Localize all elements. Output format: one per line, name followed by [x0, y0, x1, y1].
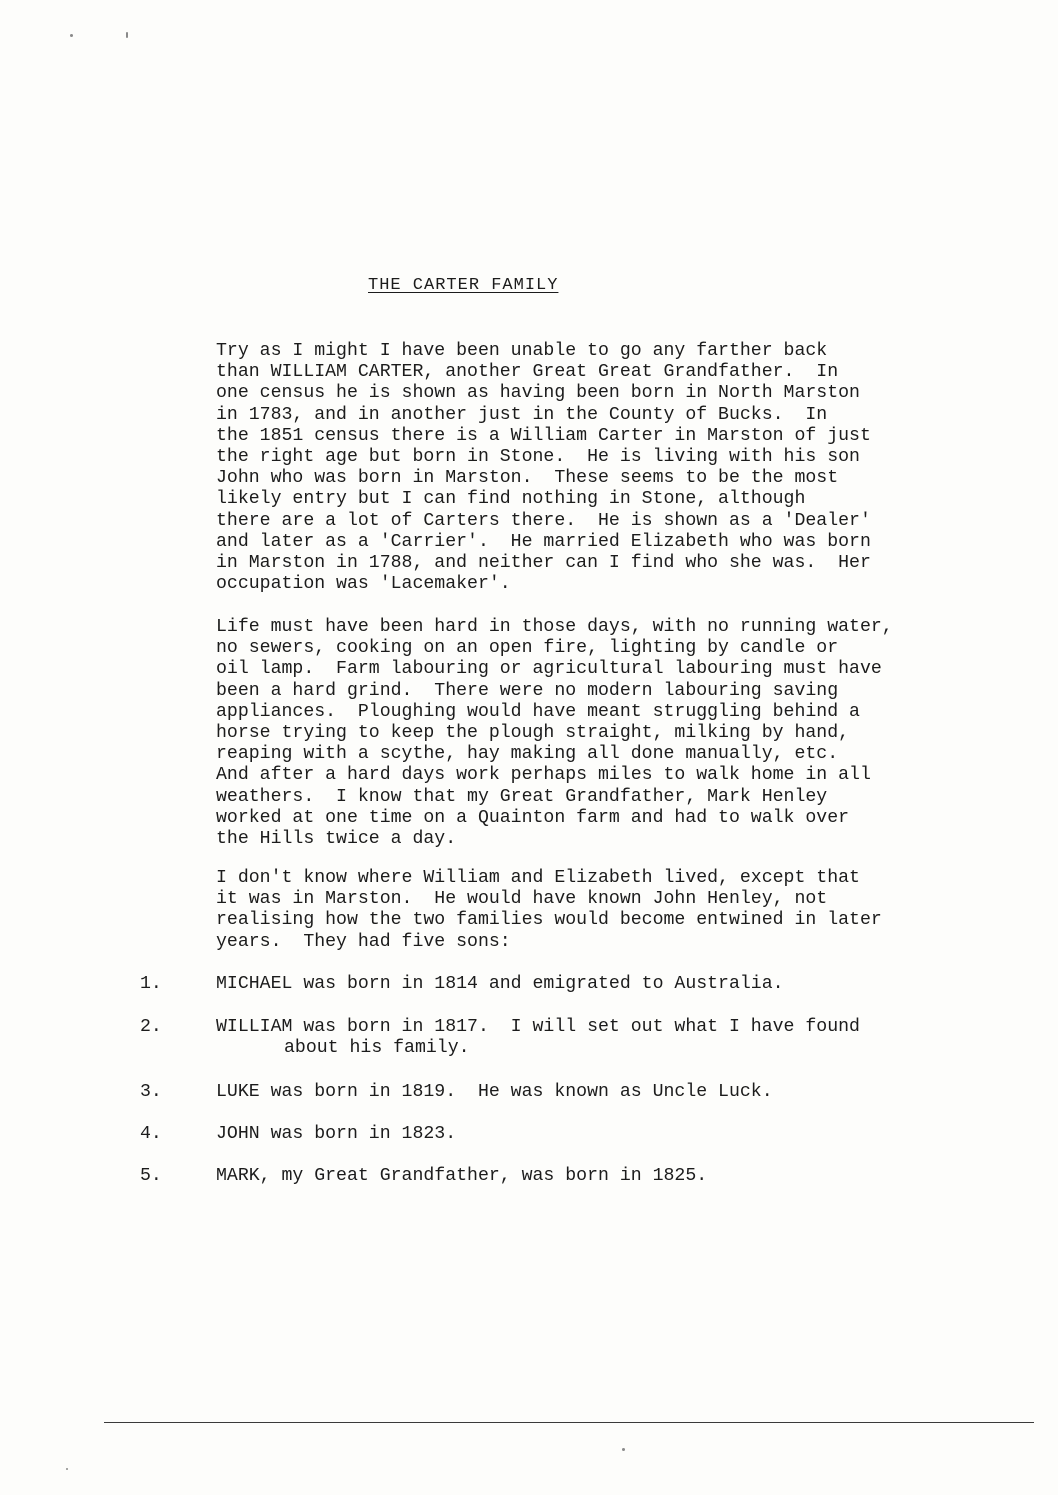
paragraph-2 — [216, 617, 1046, 850]
text-line: oil lamp. Farm labouring or agricultural labouring must have — [216, 659, 882, 680]
paragraph-3 — [216, 868, 1046, 953]
text-line: appliances. Ploughing would have meant struggling behind a — [216, 701, 860, 722]
text-line: likely entry but I can find nothing in Stone, although — [216, 489, 806, 510]
text-line: the right age but born in Stone. He is living with his son — [216, 447, 860, 468]
text-line: Try as I might I have been unable to go any farther back — [216, 341, 828, 361]
text-line: worked at one time on a Quainton farm and had to walk over — [216, 807, 850, 828]
list-number: 4. — [140, 1124, 162, 1144]
scan-speck — [126, 32, 128, 38]
text-line: than WILLIAM CARTER, another Great Great Grandfather. In — [216, 362, 839, 383]
list-number: 1. — [140, 974, 162, 994]
text-line: horse trying to keep the plough straight, milking by hand, — [216, 723, 850, 744]
text-line: weathers. I know that my Great Grandfather, Mark Henley — [216, 786, 828, 807]
page-title: THE CARTER FAMILY — [368, 276, 559, 295]
list-text: MICHAEL was born in 1814 and emigrated to Australia. — [216, 974, 784, 994]
text-line: And after a hard days work perhaps miles to walk home in all — [216, 765, 871, 786]
scan-speck — [622, 1448, 625, 1451]
text-line: years. They had five sons: — [216, 931, 511, 952]
text-line: occupation was 'Lacemaker'. — [216, 574, 511, 595]
text-line: the 1851 census there is a William Carter in Marston of just — [216, 425, 871, 446]
list-number: 5. — [140, 1166, 162, 1186]
text-line: been a hard grind. There were no modern labouring saving — [216, 680, 839, 701]
text-line: in Marston in 1788, and neither can I find who she was. Her — [216, 553, 871, 574]
scan-speck — [70, 34, 73, 37]
list-text: WILLIAM was born in 1817. I will set out what I have found — [216, 1017, 860, 1037]
text-line: Life must have been hard in those days, with no running water, — [216, 617, 893, 637]
text-line: the Hills twice a day. — [216, 829, 457, 850]
text-line: in 1783, and in another just in the County of Bucks. In — [216, 404, 828, 425]
text-line: there are a lot of Carters there. He is shown as a 'Dealer' — [216, 510, 871, 531]
text-line: reaping with a scythe, hay making all done manually, etc. — [216, 744, 839, 765]
text-line: I don't know where William and Elizabeth lived, except that — [216, 868, 860, 888]
text-line: no sewers, cooking on an open fire, lighting by candle or — [216, 638, 839, 659]
list-number: 2. — [140, 1017, 162, 1037]
scan-speck — [66, 1468, 68, 1470]
bottom-rule-divider — [104, 1422, 1034, 1423]
paragraph-1 — [216, 341, 1046, 595]
text-line: one census he is shown as having been born in North Marston — [216, 383, 860, 404]
list-text: JOHN was born in 1823. — [216, 1124, 457, 1144]
text-line: and later as a 'Carrier'. He married Elizabeth who was born — [216, 531, 871, 552]
list-text-continued: about his family. — [284, 1038, 470, 1058]
text-line: John who was born in Marston. These seems to be the most — [216, 468, 839, 489]
list-text: LUKE was born in 1819. He was known as Uncle Luck. — [216, 1082, 773, 1102]
list-text: MARK, my Great Grandfather, was born in 1825. — [216, 1166, 708, 1186]
text-line: it was in Marston. He would have known John Henley, not — [216, 889, 828, 910]
list-number: 3. — [140, 1082, 162, 1102]
text-line: realising how the two families would become entwined in later — [216, 910, 882, 931]
